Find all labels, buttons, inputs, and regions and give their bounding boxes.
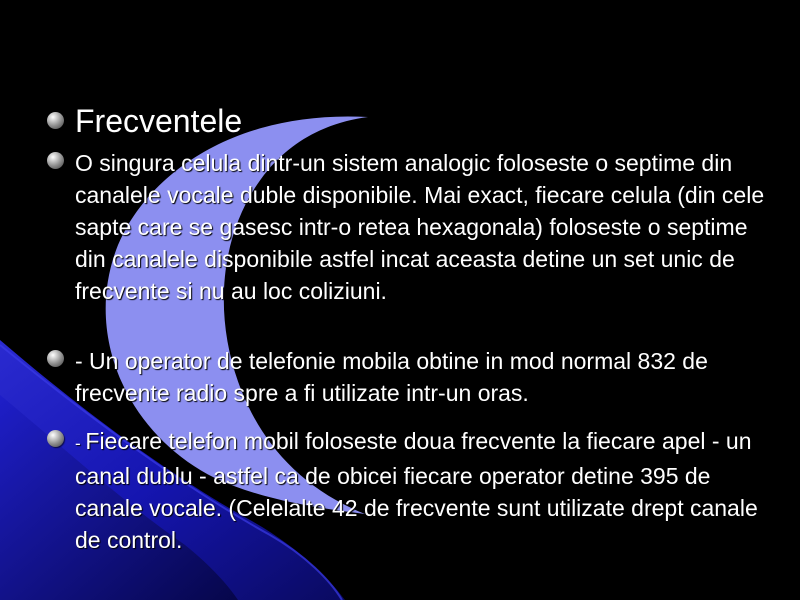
bullet-sphere-icon <box>47 152 64 169</box>
bullet-operator-text: - Un operator de telefonie mobila obtine in mod normal 832 de frecvente radio spre a fi utilizate intr-un oras. <box>75 348 708 406</box>
bullet-telefon-body: Fiecare telefon mobil foloseste doua frecvente la fiecare apel - un canal dublu - astfel ca de obicei fiecare operator detine 395 de canale vocale. (Celelalte 42 de frecvente sunt utilizate drept canale de control. <box>75 428 758 553</box>
bullet-telefon-text <box>75 425 765 556</box>
bullet-sphere-icon <box>47 112 64 129</box>
bullet-dash-prefix: - <box>75 434 86 453</box>
bullet-title-text: Frecventele <box>75 103 243 139</box>
bullet-celula-text: O singura celula dintr-un sistem analogic foloseste o septime din canalele vocale duble disponibile. Mai exact, fiecare celula (din cele sapte care se gasesc intr-o retea hexagonala) foloseste o septime din canalele disponibile astfel incat aceasta detine un set unic de frecvente si nu au loc coliziuni. <box>75 150 765 304</box>
bullet-sphere-icon <box>47 350 64 367</box>
bullet-sphere-icon <box>47 430 64 447</box>
